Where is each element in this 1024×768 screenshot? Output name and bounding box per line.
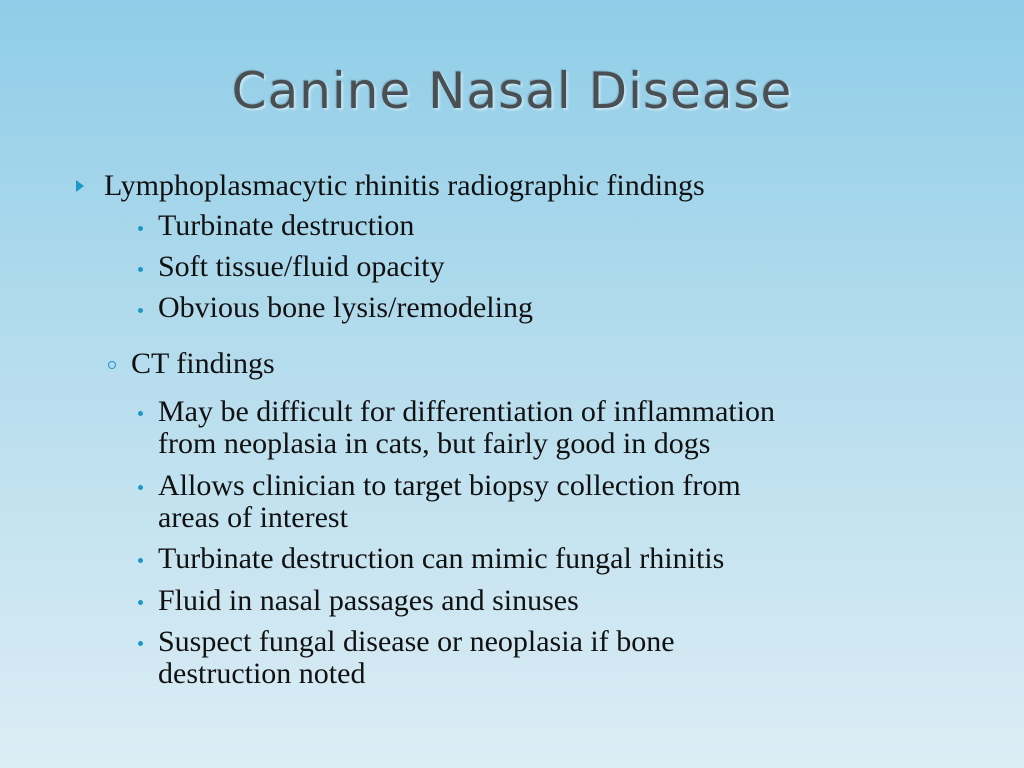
dot-bullet-icon: [138, 600, 143, 605]
dot-bullet-icon: [138, 226, 143, 231]
bullet-level2-item-0-line1: May be difficult for differentiation of inflammation: [158, 395, 776, 428]
bullet-level2-item-3: Fluid in nasal passages and sinuses: [158, 584, 579, 617]
bullet-level1-item-0: Turbinate destruction: [158, 209, 415, 242]
dot-bullet-icon: [138, 485, 143, 490]
dot-bullet-icon: [138, 411, 143, 416]
bullet-level2-item-2: Turbinate destruction can mimic fungal rhinitis: [158, 542, 725, 575]
bullet-level2-item-1-line1: Allows clinician to target biopsy collection from: [158, 469, 741, 502]
bullet-level2-item-1-line2: areas of interest: [158, 501, 348, 534]
bullet-level2-item-0-line2: from neoplasia in cats, but fairly good in dogs: [158, 427, 711, 460]
ring-bullet-icon: [108, 361, 116, 369]
dot-bullet-icon: [138, 308, 143, 313]
triangle-bullet-icon: [76, 180, 84, 192]
slide-title: Canine Nasal Disease: [231, 62, 793, 120]
bullet-level1-item-1: Soft tissue/fluid opacity: [158, 250, 445, 283]
bullet-level2-text: CT findings: [131, 347, 275, 380]
bullet-level2-item-4-line1: Suspect fungal disease or neoplasia if bone: [158, 625, 675, 658]
bullet-level1-text: Lymphoplasmacytic rhinitis radiographic findings: [104, 169, 705, 202]
dot-bullet-icon: [138, 558, 143, 563]
dot-bullet-icon: [138, 641, 143, 646]
bullet-level2-item-4-line2: destruction noted: [158, 657, 366, 690]
dot-bullet-icon: [138, 267, 143, 272]
bullet-level1-item-2: Obvious bone lysis/remodeling: [158, 291, 533, 324]
